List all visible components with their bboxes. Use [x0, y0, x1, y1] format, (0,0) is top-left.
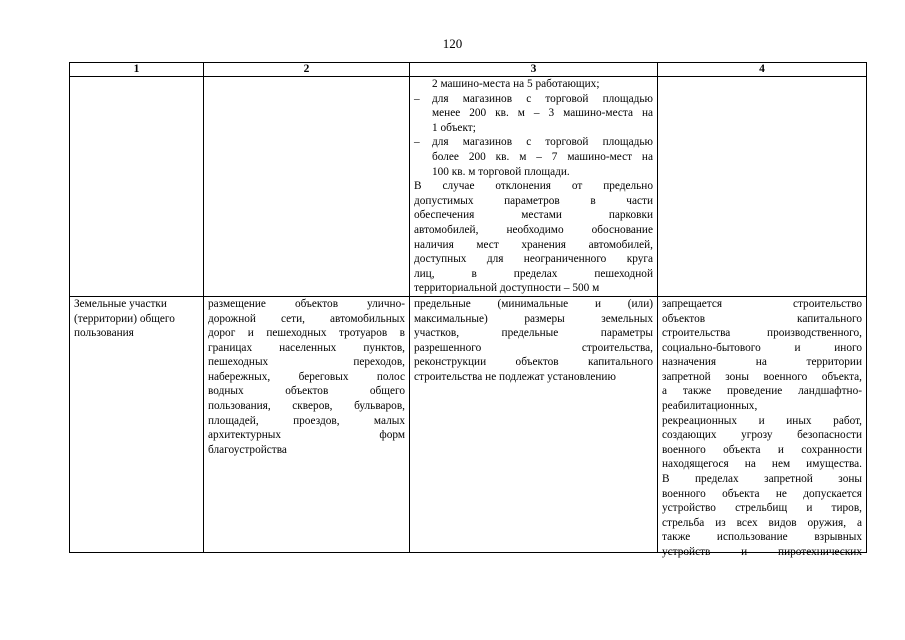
- list-item-line: – для магазинов с торговой площадью: [432, 136, 653, 149]
- list-item: [414, 92, 653, 136]
- text-line: разрешенного строительства,: [414, 341, 653, 354]
- row1-col1-cell: [70, 77, 204, 297]
- land-type-line: (территории) общего: [74, 312, 175, 325]
- text-line: строительства не подлежат установлению: [414, 370, 616, 383]
- text-line: пользования, скверов, бульваров,: [208, 400, 405, 413]
- text-line: запрещается строительство: [662, 297, 862, 310]
- list-item: [414, 135, 653, 179]
- restrictions-text: [662, 297, 862, 558]
- land-type-line: Земельные участки: [74, 297, 167, 310]
- column-header: 4: [658, 63, 867, 77]
- restrictions-cell: [658, 296, 867, 558]
- column-header: 3: [410, 63, 658, 77]
- land-type-cell: [70, 296, 204, 552]
- text-line: рекреационных и иных работ,: [662, 414, 862, 427]
- table-row: [70, 77, 867, 297]
- text-line: находящегося на нем имущества.: [662, 458, 862, 471]
- text-line: военного объекта не допускается: [662, 487, 862, 500]
- text-line: водных объектов общего: [208, 385, 405, 398]
- text-line: устройств и пиротехнических: [662, 546, 862, 558]
- parameters-cell: [410, 296, 658, 552]
- page-number: 120: [442, 36, 463, 51]
- text-line: дорожной сети, автомобильных: [208, 312, 405, 325]
- text-line: размещение объектов улично-: [208, 297, 405, 310]
- text-line: предельные (минимальные и (или): [414, 297, 653, 310]
- text-line: создающих угрозу безопасности: [662, 429, 862, 442]
- list-item-line: более 200 кв. м – 7 машино-мест на: [432, 150, 653, 163]
- text-line: назначения на территории: [662, 356, 862, 369]
- list-item-line: менее 200 кв. м – 3 машино-места на: [432, 107, 653, 120]
- column-header: 2: [204, 63, 410, 77]
- land-type-line: пользования: [74, 327, 134, 340]
- text-line: реконструкции объектов капитального: [414, 356, 653, 369]
- text-line: реабилитационных,: [662, 400, 758, 413]
- table-header-row: [70, 63, 867, 77]
- paragraph-line: обеспечения местами парковки: [414, 209, 653, 222]
- text-line: благоустройства: [208, 443, 287, 456]
- text-line: стрельба из всех видов оружия, а: [662, 516, 862, 529]
- paragraph-line: В случае отклонения от предельно: [414, 180, 653, 193]
- column-header: 1: [70, 63, 204, 77]
- row1-col3-cell: [410, 77, 658, 297]
- text-line: В пределах запретной зоны: [662, 473, 862, 486]
- paragraph-line: лиц, в пределах пешеходной: [414, 267, 653, 280]
- paragraph-line: допустимых параметров в части: [414, 194, 653, 207]
- text-line: пешеходных переходов,: [208, 356, 405, 369]
- text-line: объектов капитального: [662, 312, 862, 325]
- table-row: [70, 296, 867, 552]
- text-line: границах населенных пунктов,: [208, 341, 405, 354]
- paragraph-line: доступных для неограниченного круга: [414, 253, 653, 266]
- parking-norm-line: 2 машино-места на 5 работающих;: [432, 78, 600, 90]
- paragraph-line: территориальной доступности – 500 м: [414, 282, 600, 295]
- text-line: устройство стрельбищ и тиров,: [662, 502, 862, 515]
- text-line: максимальные) размеры земельных: [414, 312, 653, 325]
- text-line: военного объекта и сохранности: [662, 443, 862, 456]
- text-line: строительства производственного,: [662, 327, 862, 340]
- paragraph-line: наличия мест хранения автомобилей,: [414, 238, 653, 251]
- text-line: запретной зоны военного объекта,: [662, 370, 862, 383]
- permitted-use-cell: [204, 296, 410, 552]
- regulations-table: [69, 62, 867, 558]
- text-line: а также проведение ландшафтно-: [662, 385, 862, 398]
- text-line: дорог и пешеходных тротуаров в: [208, 327, 405, 340]
- text-line: также использование взрывных: [662, 531, 862, 544]
- paragraph-line: автомобилей, необходимо обоснование: [414, 223, 653, 236]
- row1-col2-cell: [204, 77, 410, 297]
- text-line: площадей, проездов, малых: [208, 414, 405, 427]
- row1-col4-cell: [658, 77, 867, 297]
- text-line: набережных, береговых полос: [208, 370, 405, 383]
- text-line: архитектурных форм: [208, 429, 405, 442]
- list-item-line: 100 кв. м торговой площади.: [432, 165, 570, 178]
- text-line: социально-бытового и иного: [662, 341, 862, 354]
- list-item-line: – для магазинов с торговой площадью: [432, 92, 653, 105]
- text-line: участков, предельные параметры: [414, 327, 653, 340]
- deviation-paragraph: [414, 179, 653, 296]
- list-item-line: 1 объект;: [432, 121, 476, 134]
